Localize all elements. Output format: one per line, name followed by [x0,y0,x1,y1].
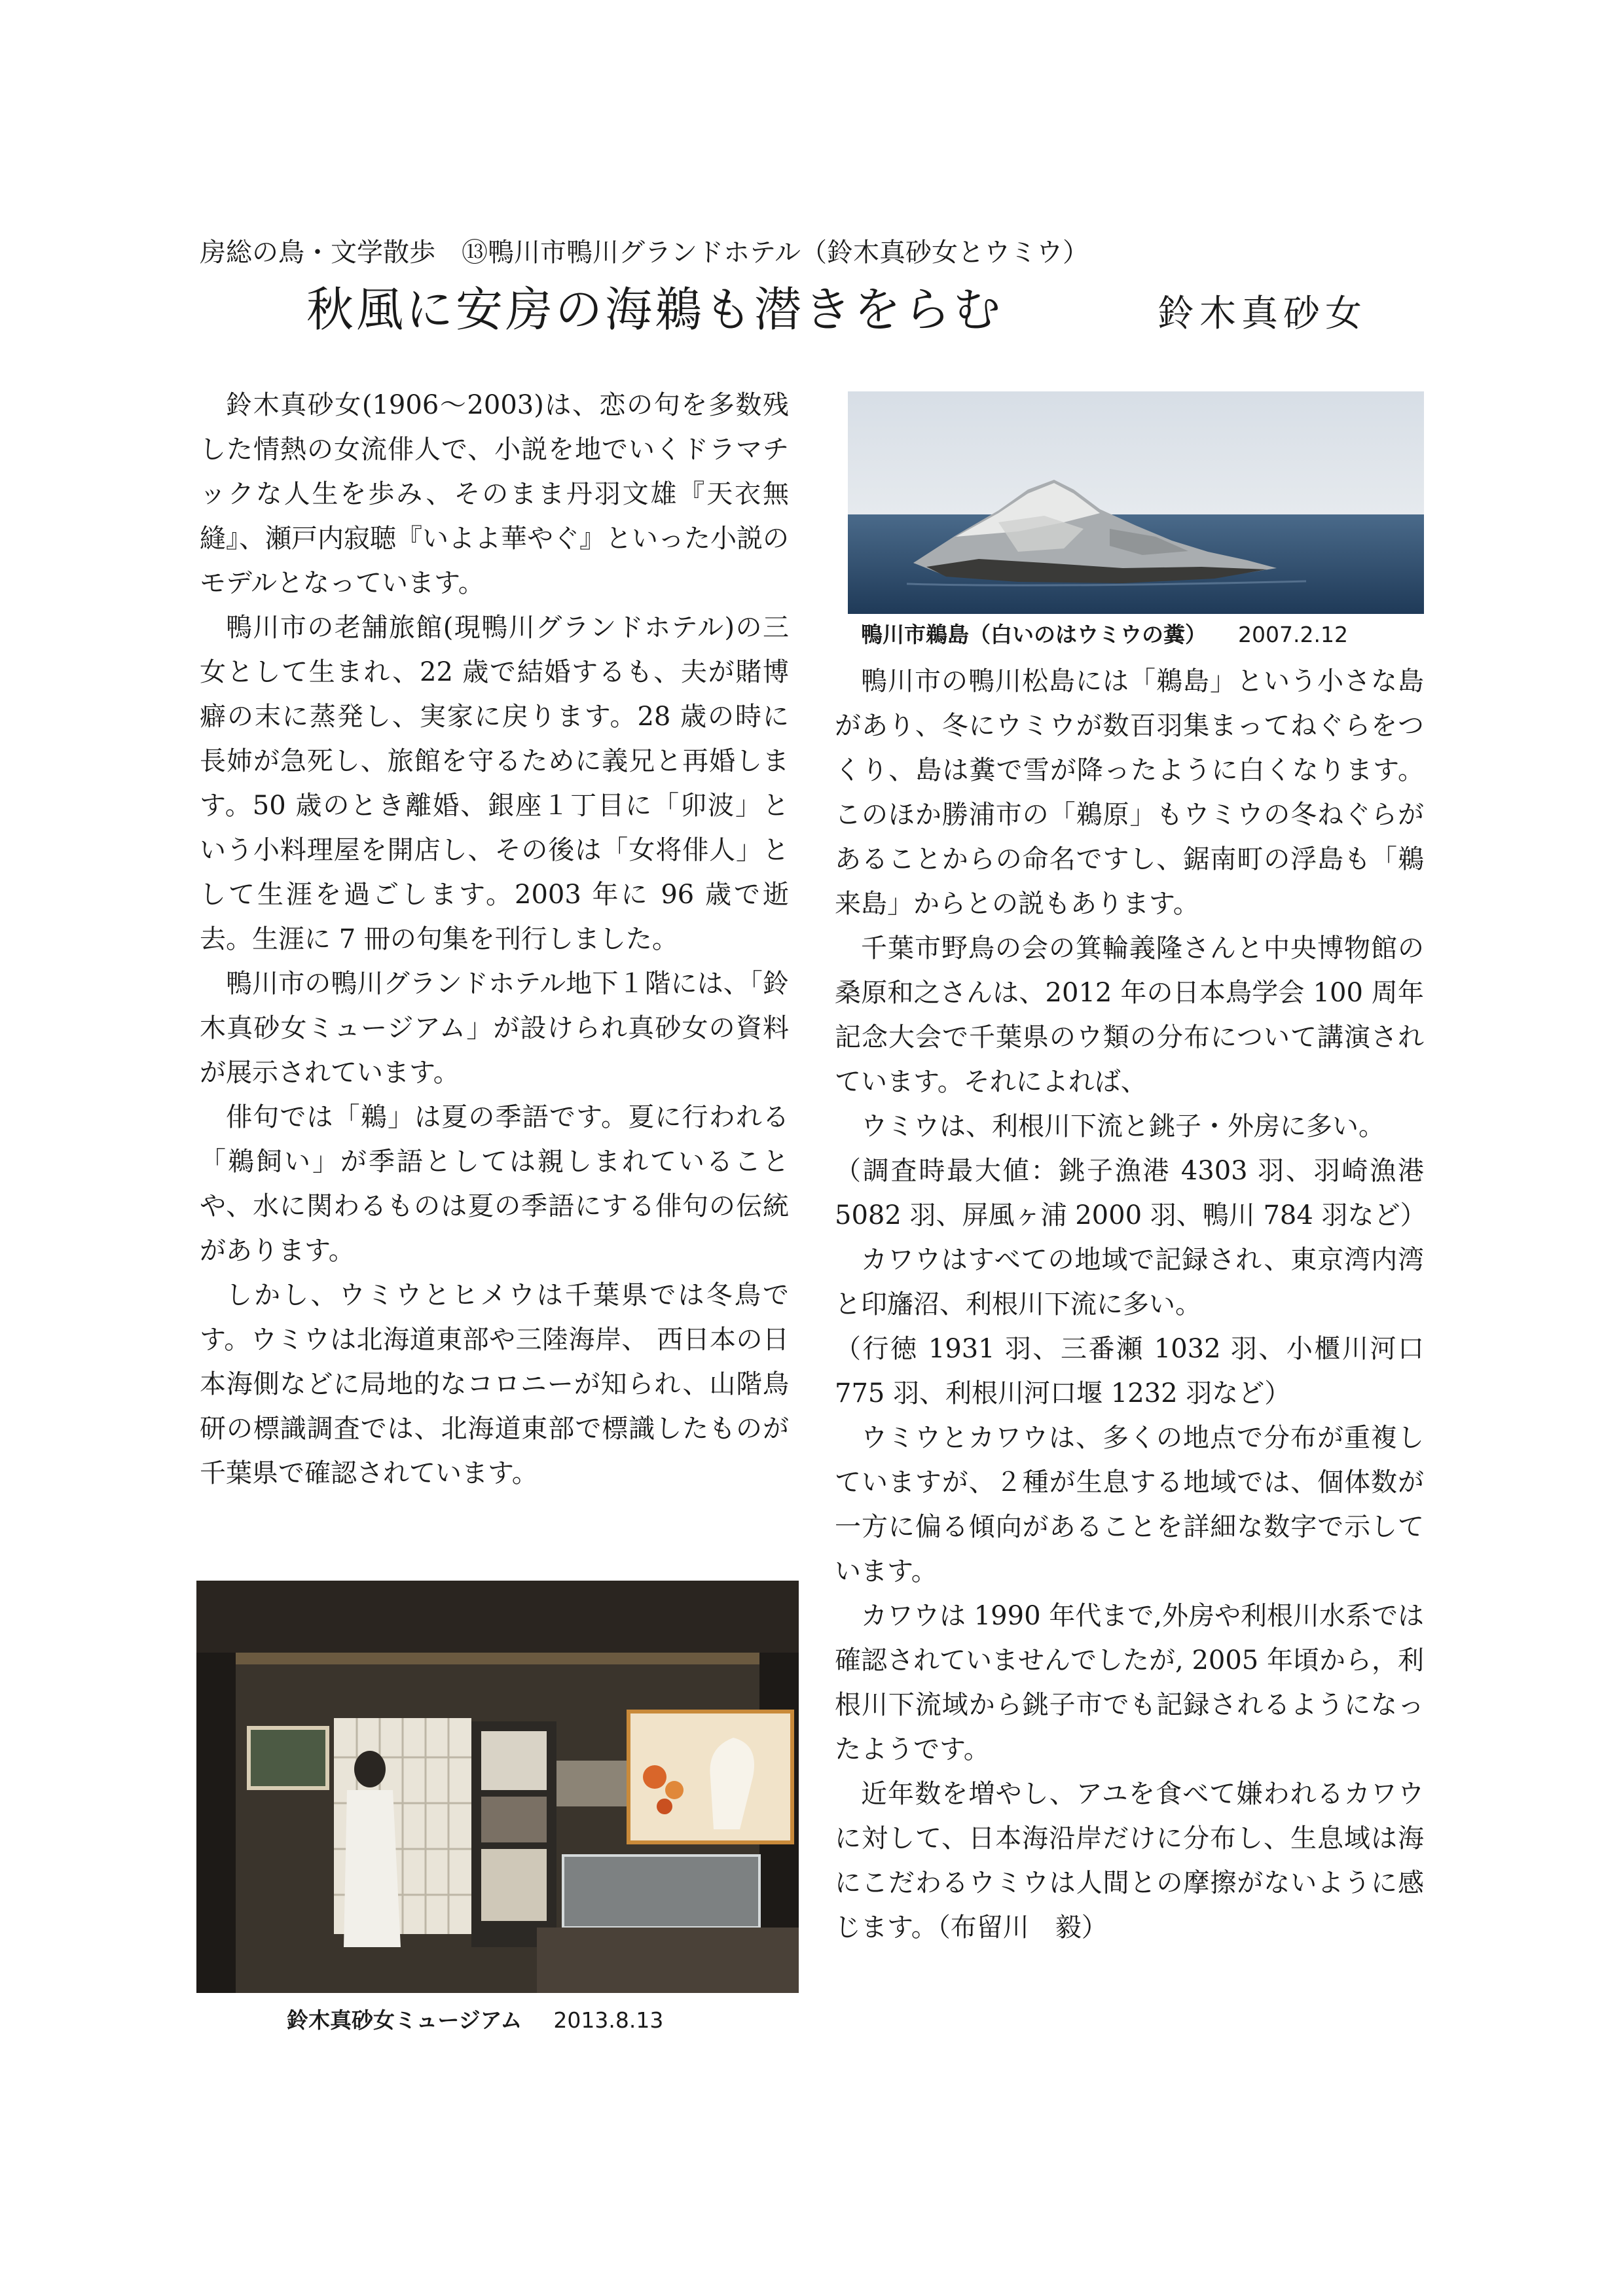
series-title: 房総の鳥・文学散歩 ⑬鴨川市鴨川グランドホテル（鈴木真砂女とウミウ） [200,238,1089,268]
haiku-author: 鈴木真砂女 [1158,293,1367,335]
paragraph: 鴨川市の鴨川グランドホテル地下１階には、「鈴木真砂女ミュージアム」が設けられ真砂女の資料が展示されています。 [200,969,789,1088]
paragraph: 鴨川市の老舗旅館(現鴨川グランドホテル)の三女として生まれ、22 歳で結婚するも、夫が賭博癖の末に蒸発し、実家に戻ります。28 歳の時に長姉が急死し、旅館を守るために義兄と再婚します。50 歳のとき離婚、銀座１丁目に「卯波」という小料理屋を開店し、その後は「女将俳人」として生涯を過ごします。2003 年に 96 歳で逝去。生涯に 7 冊の句集を刊行しました。 [200,613,789,954]
haiku-title: 秋風に安房の海鵜も潜きをらむ [306,282,1004,337]
island-photo [848,391,1424,614]
paragraph: カワウはすべての地域で記録され、東京湾内湾と印旛沼、利根川下流に多い。 [835,1245,1424,1319]
paragraph: （行徳 1931 羽、三番瀬 1032 羽、小櫃川河口 775 羽、利根川河口堰 1232 羽など） [835,1334,1424,1408]
paragraph: （調査時最大値：銚子漁港 4303 羽、羽崎漁港 5082 羽、屏風ヶ浦 2000 羽、鴨川 784 羽など） [835,1156,1427,1230]
museum-photo [196,1581,799,1993]
paragraph: カワウは 1990 年代まで,外房や利根川水系では確認されていませんでしたが, 2005 年頃から，利根川下流域から銚子市でも記録されるようになったようです。 [835,1601,1424,1765]
paragraph: 千葉市野鳥の会の箕輪義隆さんと中央博物館の桑原和之さんは、2012 年の日本鳥学会 100 周年記念大会で千葉県のウ類の分布について講演されています。それによれば、 [835,933,1424,1097]
paragraph: 俳句では「鵜」は夏の季語です。夏に行われる「鵜飼い」が季語としては親しまれていることや、水に関わるものは夏の季語にする俳句の伝統があります。 [200,1102,789,1266]
island-caption [861,620,1348,649]
caption-text: 鈴木真砂女ミュージアム [287,2007,522,2033]
caption-date: 2013.8.13 [553,2007,664,2033]
paragraph: 鈴木真砂女(1906～2003)は、恋の句を多数残した情熱の女流俳人で、小説を地でいくドラマチックな人生を歩み、そのまま丹羽文雄『天衣無縫』、瀬戸内寂聴『いよよ華やぐ』といった小説のモデルとなっています。 [200,390,789,598]
caption-text: 鴨川市鵜島（白いのはウミウの糞） [861,622,1207,647]
paragraph: 近年数を増やし、アユを食べて嫌われるカワウに対して、日本海沿岸だけに分布し、生息域は海にこだわるウミウは人間との摩擦がないように感じます。（布留川 毅） [835,1779,1424,1943]
paragraph: しかし、ウミウとヒメウは千葉県では冬鳥です。ウミウは北海道東部や三陸海岸、 西日本の日本海側などに局地的なコロニーが知られ、山階鳥研の標識調査では、北海道東部で標識したものが千葉県で確認されています。 [200,1280,789,1488]
paragraph: 鴨川市の鴨川松島には「鵜島」という小さな島があり、冬にウミウが数百羽集まってねぐらをつくり、島は糞で雪が降ったように白くなります。このほか勝浦市の「鵜原」もウミウの冬ねぐらがあることからの命名ですし、鋸南町の浮島も「鵜来島」からとの説もあります。 [835,666,1424,919]
museum-caption [287,2006,663,2035]
paragraph: ウミウは、利根川下流と銚子・外房に多い。 [861,1111,1385,1141]
paragraph: ウミウとカワウは、多くの地点で分布が重複していますが、２種が生息する地域では、個体数が一方に偏る傾向があることを詳細な数字で示しています。 [835,1423,1424,1587]
left-column [200,383,789,1496]
caption-date: 2007.2.12 [1238,622,1348,647]
right-column [835,659,1427,1950]
